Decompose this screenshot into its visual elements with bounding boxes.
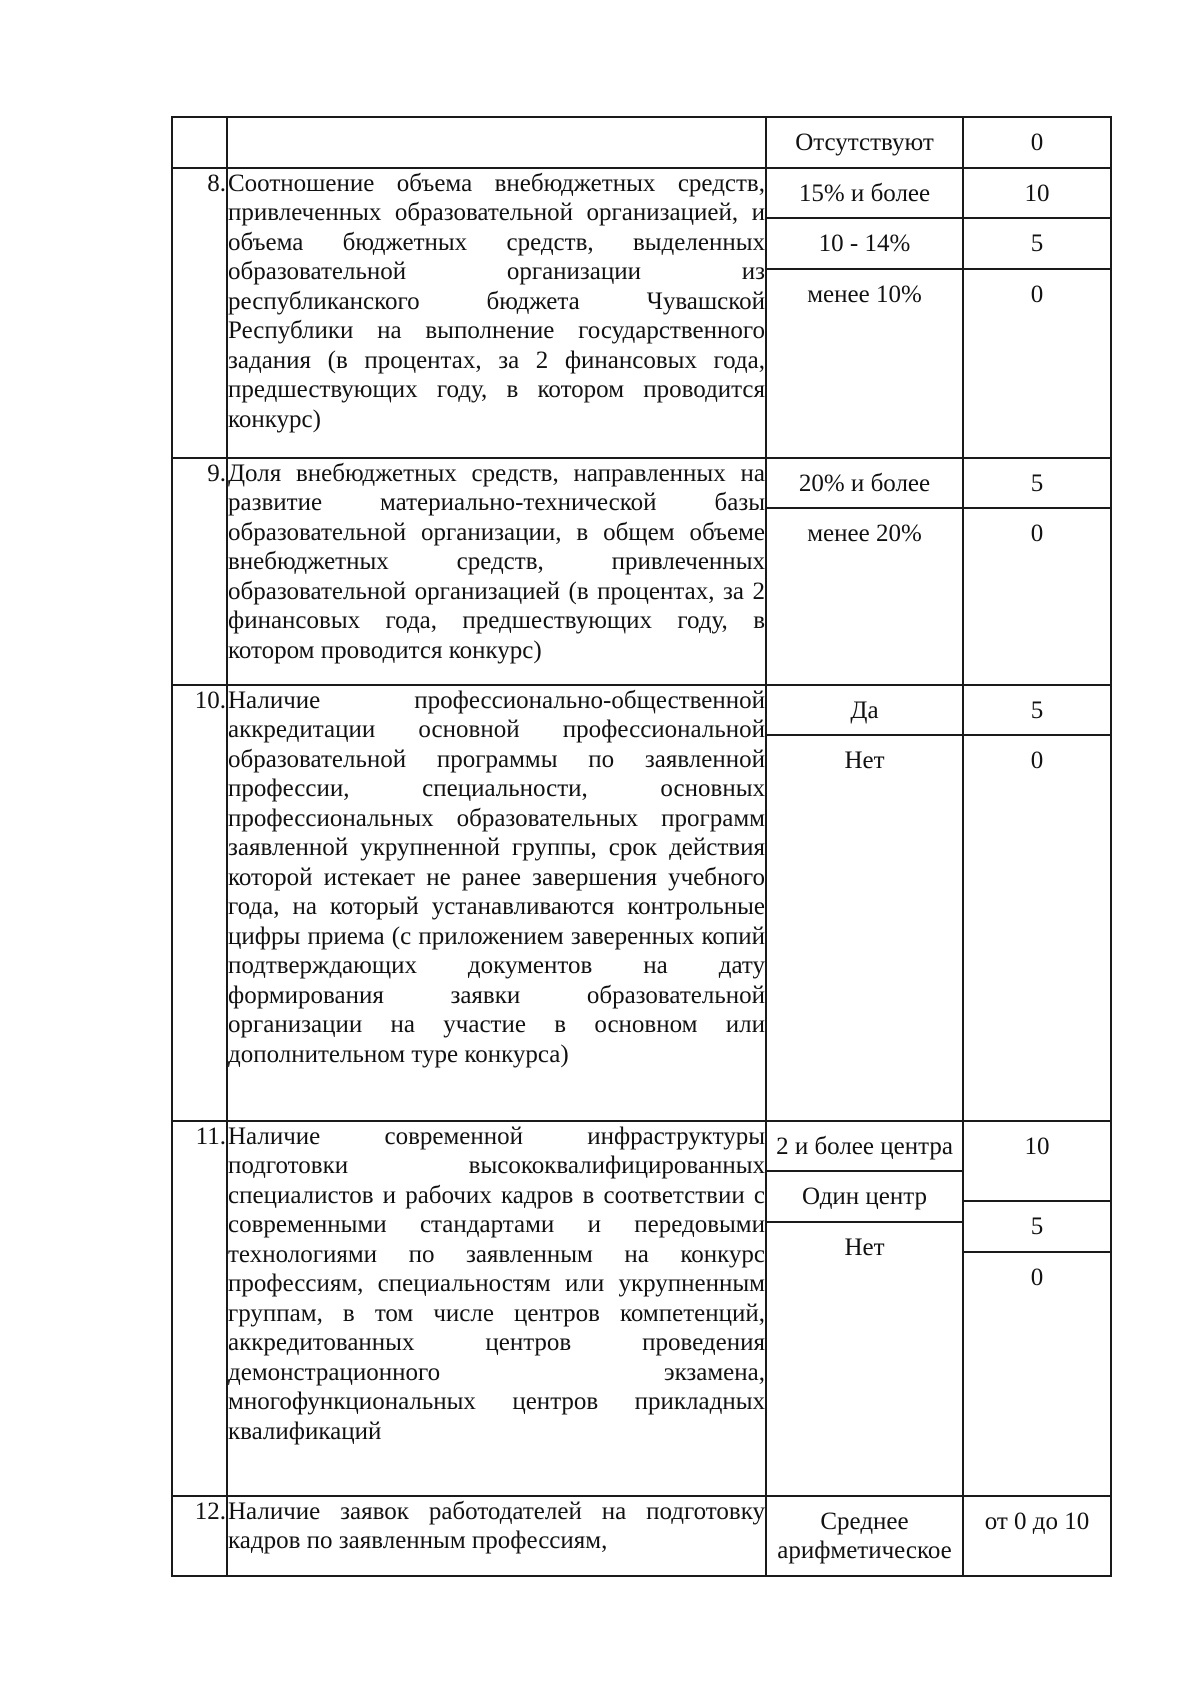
condition-cell — [766, 685, 963, 1121]
condition-option: Нет — [844, 1233, 885, 1261]
score-option: 0 — [1030, 747, 1044, 774]
condition-option: менее 10% — [807, 280, 922, 308]
table-row — [172, 168, 1111, 458]
condition-option: 2 и более центра — [767, 1122, 962, 1173]
criterion-text: Доля внебюджетных средств, направленных на развитие материально-технической базы образовательной организации, в общем объеме внебюджетных средств, привлеченных образовательной организацией (в процентах, за 2 финансовых года, предшествующих году, в котором проводится конкурс) — [227, 458, 766, 685]
score-option: 10 — [964, 169, 1110, 220]
condition-option: Отсутствуют — [795, 129, 934, 156]
row-number: 11. — [172, 1121, 227, 1496]
row-number: 12. — [172, 1496, 227, 1576]
score-cell — [963, 117, 1111, 168]
criteria-table — [171, 116, 1112, 1577]
condition-option: Один центр — [767, 1172, 962, 1223]
score-cell — [963, 168, 1111, 458]
score-cell — [963, 1121, 1111, 1496]
score-option: 5 — [964, 459, 1110, 510]
table-row — [172, 1496, 1111, 1576]
score-option: 0 — [1030, 280, 1044, 308]
condition-option: Да — [767, 686, 962, 737]
score-option: 5 — [964, 219, 1110, 270]
row-number: 8. — [172, 168, 227, 458]
row-number: 10. — [172, 685, 227, 1121]
condition-option: 10 - 14% — [767, 219, 962, 270]
score-option: от 0 до 10 — [984, 1507, 1090, 1535]
condition-cell — [766, 117, 963, 168]
table-row — [172, 458, 1111, 685]
condition-option: Среднее арифметическое — [777, 1507, 952, 1564]
table-row — [172, 685, 1111, 1121]
condition-option: 15% и более — [767, 169, 962, 220]
score-cell — [963, 685, 1111, 1121]
condition-cell — [766, 168, 963, 458]
condition-cell — [766, 458, 963, 685]
row-number: 9. — [172, 458, 227, 685]
score-option: 0 — [1030, 129, 1044, 156]
score-option: 10 — [964, 1122, 1110, 1203]
criterion-text: Наличие профессионально-общественной аккредитации основной профессиональной образовательной программы по заявленной профессии, специальности, основных профессиональных образовательных программ заявленной укрупненной группы, срок действия которой истекает не ранее завершения учебного года, на который устанавливаются контрольные цифры приема (с приложением заверенных копий подтверждающих документов на дату формирования заявки образовательной организации на участие в основном или дополнительном туре конкурса) — [227, 685, 766, 1121]
condition-cell — [766, 1121, 963, 1496]
condition-option: 20% и более — [767, 459, 962, 510]
table-row — [172, 1121, 1111, 1496]
table-row-continuation — [172, 117, 1111, 168]
criterion-cell — [227, 117, 766, 168]
score-option: 0 — [1030, 1263, 1044, 1291]
criterion-text: Соотношение объема внебюджетных средств, привлеченных образовательной организацией, и объема бюджетных средств, выделенных образовательной организации из республиканского бюджета Чувашской Республики на выполнение государственного задания (в процентах, за 2 финансовых года, предшествующих году, в котором проводится конкурс) — [227, 168, 766, 458]
row-number-cell — [172, 117, 227, 168]
score-option: 0 — [1030, 520, 1044, 547]
score-option: 5 — [964, 686, 1110, 737]
condition-cell — [766, 1496, 963, 1576]
score-cell — [963, 458, 1111, 685]
score-option: 5 — [964, 1202, 1110, 1253]
condition-option: Нет — [844, 747, 885, 774]
criterion-text: Наличие заявок работодателей на подготовку кадров по заявленным профессиям, — [227, 1496, 766, 1576]
score-cell — [963, 1496, 1111, 1576]
criterion-text: Наличие современной инфраструктуры подготовки высококвалифицированных специалистов и рабочих кадров в соответствии с современными стандартами и передовыми технологиями по заявленным на конкурс профессиям, специальностям или укрупненным группам, в том числе центров компетенций, аккредитованных центров проведения демонстрационного экзамена, многофункциональных центров прикладных квалификаций — [227, 1121, 766, 1496]
condition-option: менее 20% — [807, 520, 922, 547]
